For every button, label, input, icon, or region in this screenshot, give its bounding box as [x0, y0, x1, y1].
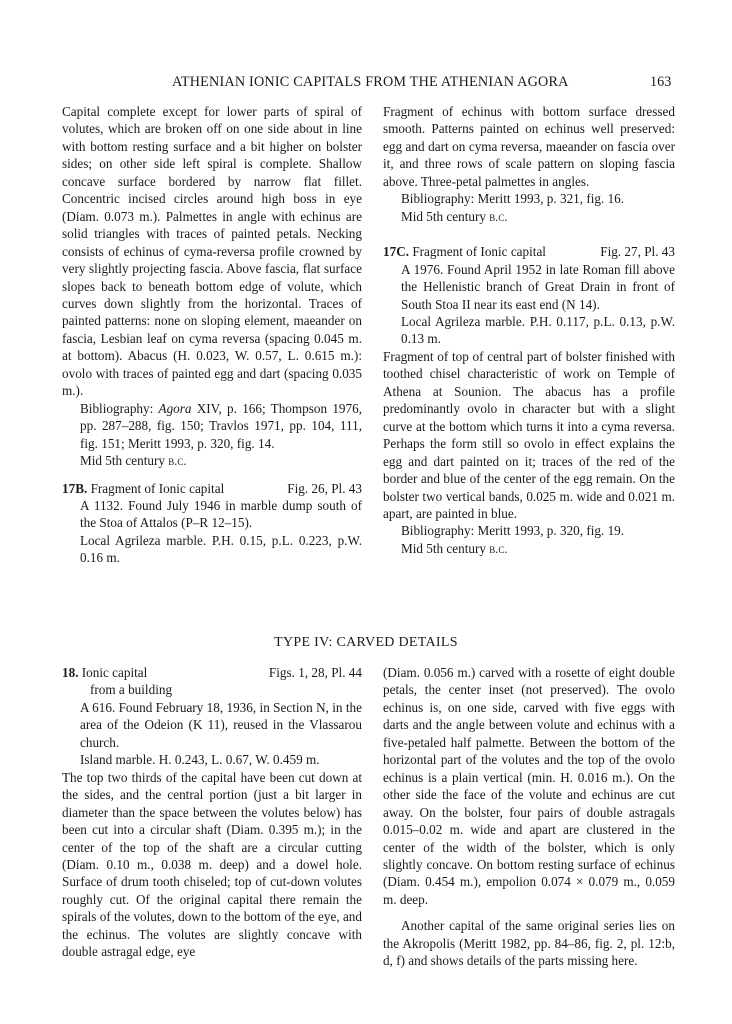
- entry-17b-bibliography: Bibliography: Meritt 1993, p. 321, fig. 16.: [401, 191, 625, 207]
- date-era: b.c.: [168, 454, 187, 469]
- spacer: [62, 471, 362, 480]
- entry-17b-heading: [62, 480, 362, 497]
- date-text: Mid 5th century: [80, 453, 169, 469]
- entry-17c-number: 17C.: [383, 244, 410, 260]
- entry-18-title-text: Ionic capital: [78, 665, 148, 680]
- entry-17c-description: Fragment of top of central part of bolster finished with toothed chisel characteristic of work on Temple of Athena at Sounion. The abacus has a profile predominantly ovolo in character but with a slight curve at the bottom which turns it into a cyma reversa. Perhaps the form still so ovolo in effect explains the egg and dart painted on it; traces of the red of the border and blue of the center of the egg remain. On the bolster two vertical bands, 0.025 m. wide and 0.021 m. apart, are painted in blue.: [383, 348, 675, 521]
- date-text: Mid 5th century: [401, 208, 490, 224]
- entry-17a-description: Capital complete except for lower parts of spiral of volutes, which are broken off on one side about in line with bottom resting surface and a bit higher on bolster sides; on other side left spiral is complete. Shallow concave surface bordered by narrow flat fillet. Concentric incised circles around high boss in eye (Diam. 0.073 m.). Palmettes in angle with echinus are solid triangles with traces of painted petals. Necking consists of echinus of cyma-reversa profile crowned by very slightly projecting fascia. Above fascia, flat surface slopes back to beneath bottom edge of volute, which curves down slightly from the horizontal. Traces of painted patterns: none on sloping element, maeander on fascia, Lesbian leaf on cyma reversa (spacing 0.045 m. at bottom). Abacus (H. 0.023, W. 0.57, L. 0.615 m.): ovolo with traces of painted egg and dart (spacing 0.035 m.).: [62, 104, 362, 399]
- entry-17c-figures: Fig. 27, Pl. 43: [600, 244, 675, 260]
- entry-18-comparison: Another capital of the same original series lies on the Akropolis (Meritt 1982, pp. 84–86, fig. 2, pl. 12:b, d, f) and shows details of the parts missing here.: [383, 918, 675, 969]
- entry-18-find: A 616. Found February 18, 1936, in Section N, in the area of the Odeion (K 11), reused in the Vlassarou church.: [80, 699, 362, 750]
- bibliography-label: Bibliography:: [80, 400, 159, 416]
- entry-18-material: Island marble. H. 0.243, L. 0.67, W. 0.459 m.: [80, 752, 320, 768]
- entry-17b-find: A 1132. Found July 1946 in marble dump south of the Stoa of Attalos (P–R 12–15).: [80, 497, 362, 531]
- spacer: [383, 908, 675, 917]
- entry-17c-date: [383, 540, 675, 558]
- page-number: 163: [650, 74, 672, 90]
- entry-17b-number: 17B.: [62, 480, 88, 496]
- running-head: [0, 74, 732, 94]
- entry-18-right-column: [383, 664, 675, 970]
- entry-17c-heading: [383, 243, 675, 260]
- entry-18-description-right: (Diam. 0.056 m.) carved with a rosette of eight double petals, the center inset (not preserved). The ovolo echinus is, on one side, carved with five eggs with darts and the angle between volute and echinus with a five-petaled half palmette. Between the bottom of the horizontal part of the volutes and the top of the ovolo echinus is a plain vertical (min. H. 0.016 m.). On the other side the face of the volute and echinus are cut away. On the bolster, four pairs of double astragals 0.015–0.02 m. wide and apart are clustered in the center of the width of the bolster, which is only slightly concave. On bottom resting surface of echinus (Diam. 0.454 m.), empolion 0.074 × 0.079 m., 0.059 m. deep.: [383, 665, 675, 907]
- entry-18-title: [62, 664, 147, 681]
- entry-17a-date: [62, 452, 362, 470]
- left-column: [62, 103, 362, 567]
- entry-18-left-column: [62, 664, 362, 961]
- bibliography-rest: XIV, p. 166; Thompson 1976, pp. 287–288, fig. 150; Travlos 1971, pp. 104, 111, fig. 151; Meritt 1993, p. 320, fig. 14.: [80, 400, 363, 451]
- entry-18-subtitle: from a building: [90, 682, 173, 698]
- entry-17b-title: [62, 480, 224, 497]
- entry-17b-date: [383, 208, 675, 226]
- section-title: TYPE IV: CARVED DETAILS: [274, 635, 458, 650]
- date-text: Mid 5th century: [401, 540, 490, 556]
- entry-17c-bibliography: Bibliography: Meritt 1993, p. 320, fig. 19.: [401, 523, 625, 539]
- right-column: [383, 103, 675, 558]
- entry-17c-title: [383, 243, 546, 260]
- entry-18-figures: Figs. 1, 28, Pl. 44: [268, 665, 362, 680]
- entry-17b-material: Local Agrileza marble. P.H. 0.15, p.L. 0.223, p.W. 0.16 m.: [80, 532, 362, 566]
- entry-17b-figures: Fig. 26, Pl. 43: [287, 480, 362, 496]
- entry-18-heading: [62, 664, 362, 681]
- entry-18-description-left: The top two thirds of the capital have been cut down at the sides, and the central portion (just a bit larger in diameter than the space between the volutes below) has been cut into a circular shaft (Diam. 0.395 m.); in the center of the top of the shaft are a circular cutting (Diam. 0.10 m., 0.038 m. deep) and a dowel hole. Surface of drum tooth chiseled; top of cut-down volutes roughly cut. Of the original capital there remain the spirals of the volutes, down to the bottom of the eye, and the echinus. The volutes are slightly concave with double astragal edge, eye: [62, 769, 362, 960]
- entry-17a-bibliography: [62, 400, 362, 452]
- running-title: ATHENIAN IONIC CAPITALS FROM THE ATHENIAN AGORA: [172, 74, 569, 90]
- entry-17c-title-text: Fragment of Ionic capital: [409, 244, 546, 260]
- entry-17b-description: Fragment of echinus with bottom surface dressed smooth. Patterns painted on echinus well preserved: egg and dart on cyma reversa, maeander on fascia over it, and three rows of scale pattern on sloping fascia above. Three-petal palmettes in angles.: [383, 104, 675, 189]
- date-era: b.c.: [489, 209, 508, 224]
- entry-18-number: 18.: [62, 665, 79, 680]
- entry-17c-find: A 1976. Found April 1952 in late Roman fill above the Hellenistic branch of Great Drain in front of South Stoa II near its east end (N 14).: [401, 261, 675, 312]
- entry-17b-title-text: Fragment of Ionic capital: [87, 480, 225, 496]
- spacer: [383, 226, 675, 243]
- entry-17c-material: Local Agrileza marble. P.H. 0.117, p.L. 0.13, p.W. 0.13 m.: [401, 313, 675, 347]
- date-era: b.c.: [489, 541, 508, 556]
- bibliography-agora-italic: Agora: [158, 400, 192, 416]
